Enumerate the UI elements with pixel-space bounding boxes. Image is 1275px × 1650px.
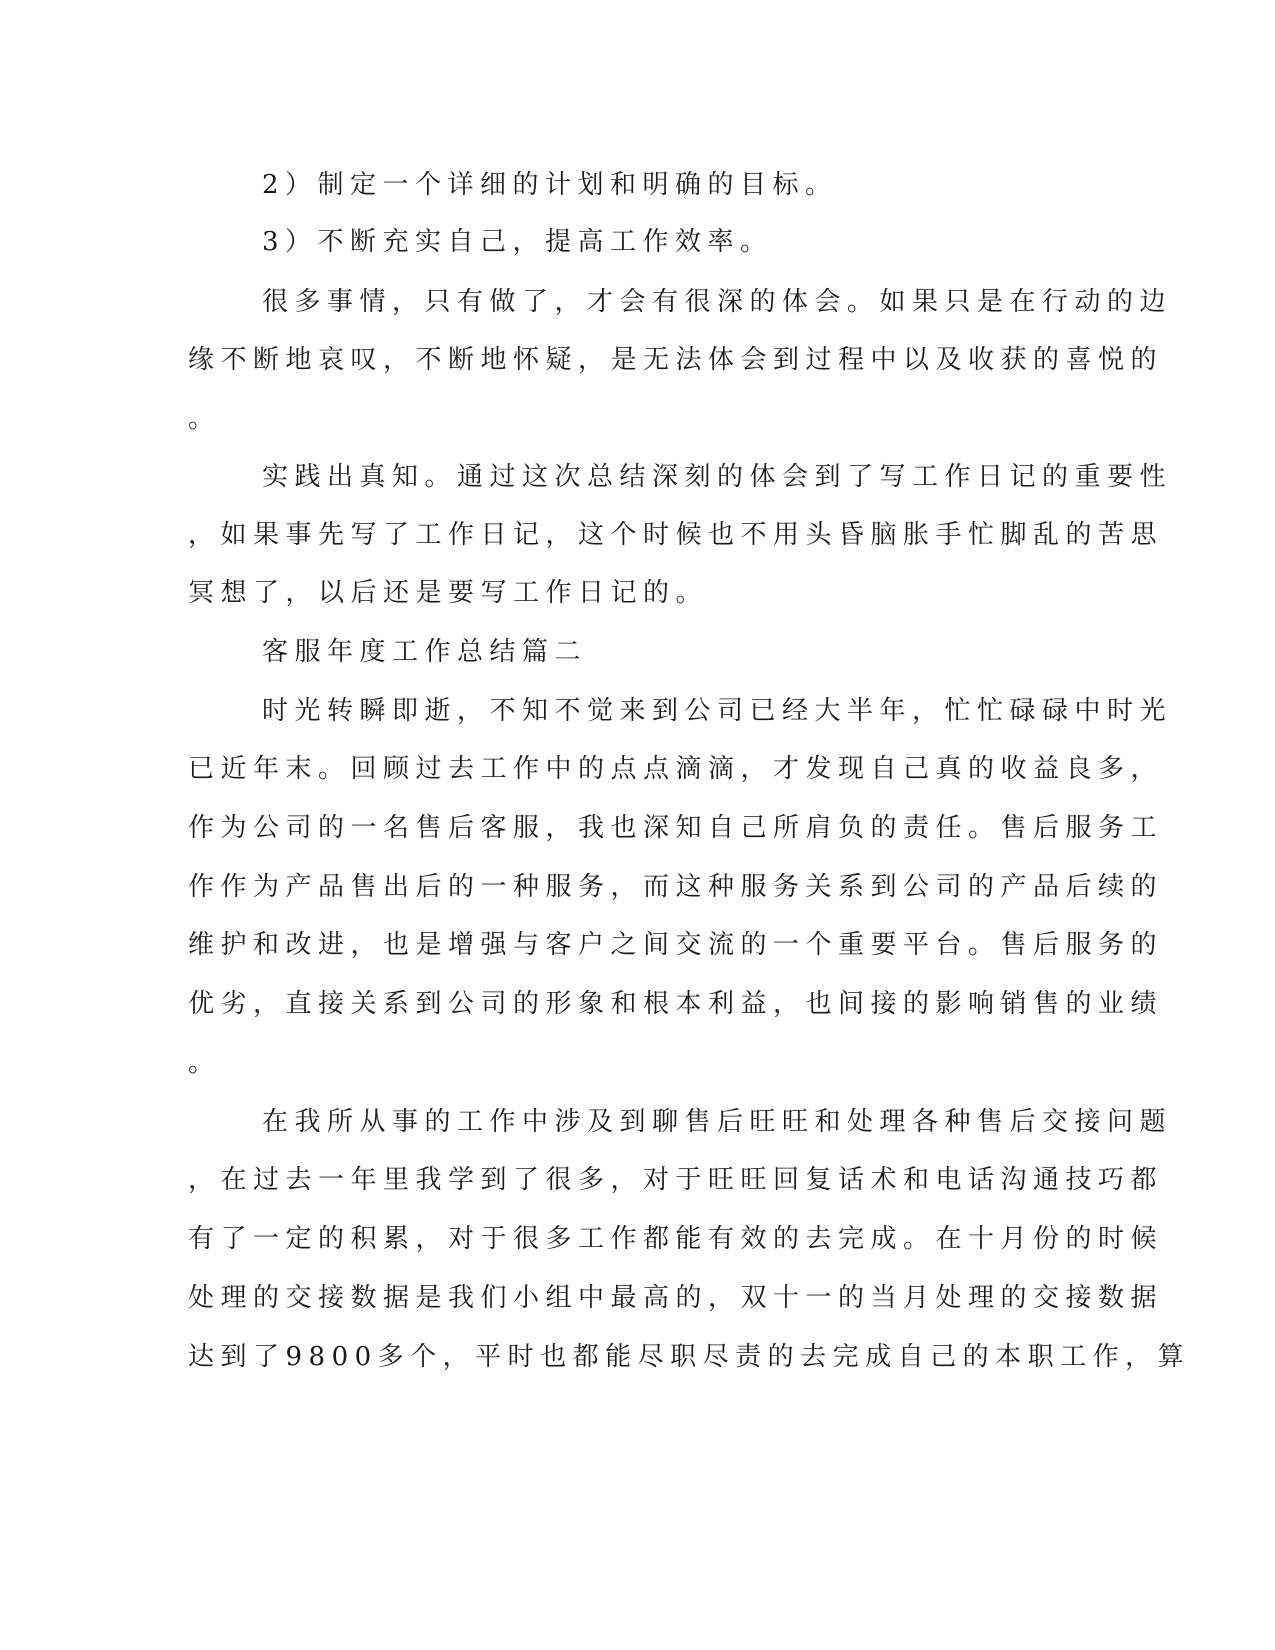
paragraph-line: 达到了9800多个，平时也都能尽职尽责的去完成自己的本职工作，算 — [188, 1342, 1191, 1372]
paragraph-line: ，如果事先写了工作日记，这个时候也不用头昏脑胀手忙脚乱的苦思 — [188, 520, 1164, 550]
paragraph-line: 冥想了，以后还是要写工作日记的。 — [188, 578, 709, 608]
paragraph-line: 时光转瞬即逝，不知不觉来到公司已经大半年，忙忙碌碌中时光 — [262, 696, 1173, 726]
paragraph-line: 作作为产品售出后的一种服务，而这种服务关系到公司的产品后续的 — [188, 872, 1164, 902]
paragraph-line: 。 — [188, 404, 221, 434]
paragraph-line: 在我所从事的工作中涉及到聊售后旺旺和处理各种售后交接问题 — [262, 1107, 1173, 1137]
paragraph-line: 维护和改进，也是增强与客户之间交流的一个重要平台。售后服务的 — [188, 930, 1164, 960]
paragraph-line: 很多事情，只有做了，才会有很深的体会。如果只是在行动的边 — [262, 287, 1173, 317]
paragraph-line: 优劣，直接关系到公司的形象和根本利益，也间接的影响销售的业绩 — [188, 989, 1164, 1019]
section-heading: 客服年度工作总结篇二 — [262, 637, 588, 667]
paragraph-line: ，在过去一年里我学到了很多，对于旺旺回复话术和电话沟通技巧都 — [188, 1165, 1164, 1195]
list-item: 2）制定一个详细的计划和明确的目标。 — [262, 170, 838, 200]
paragraph-line: 缘不断地哀叹，不断地怀疑，是无法体会到过程中以及收获的喜悦的 — [188, 345, 1164, 375]
list-item: 3）不断充实自己，提高工作效率。 — [262, 227, 773, 257]
paragraph-line: 。 — [188, 1048, 221, 1078]
paragraph-line: 有了一定的积累，对于很多工作都能有效的去完成。在十月份的时候 — [188, 1224, 1164, 1254]
paragraph-line: 实践出真知。通过这次总结深刻的体会到了写工作日记的重要性 — [262, 462, 1173, 492]
paragraph-line: 处理的交接数据是我们小组中最高的，双十一的当月处理的交接数据 — [188, 1283, 1164, 1313]
paragraph-line: 作为公司的一名售后客服，我也深知自己所肩负的责任。售后服务工 — [188, 813, 1164, 843]
paragraph-line: 已近年末。回顾过去工作中的点点滴滴，才发现自己真的收益良多， — [188, 754, 1164, 784]
